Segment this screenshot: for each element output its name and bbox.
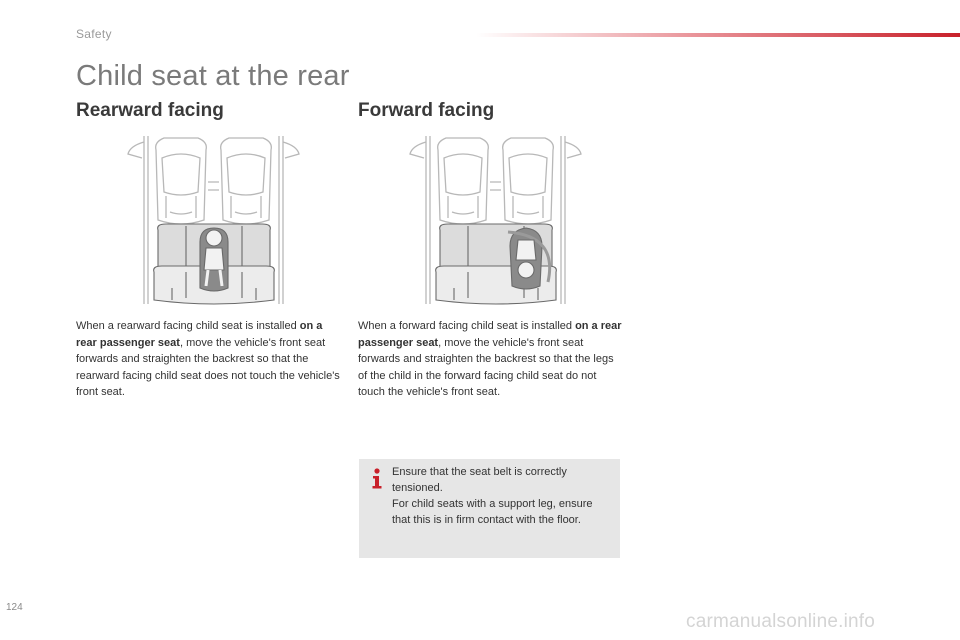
note-line-support-leg: For child seats with a support leg, ensure that this is in firm contact with the floor.	[392, 498, 593, 526]
watermark: carmanualsonline.info	[686, 611, 876, 632]
forward-text-suffix: , move the vehicle's front seat forwards and straighten the backrest so that the legs of the child in the forward facing child seat do not touch the vehicle's front seat.	[358, 336, 614, 398]
forward-facing-description	[358, 318, 624, 401]
header-accent-bar	[476, 33, 960, 37]
rearward-text-bold: on a rear passenger seat	[76, 320, 323, 349]
rearward-text-suffix: , move the vehicle's front seat forwards and straighten the backrest so that the rearward facing child seat does not touch the vehicle's front seat.	[76, 336, 340, 398]
heading-rearward-facing: Rearward facing	[76, 100, 224, 121]
forward-text-prefix: When a forward facing child seat is installed	[358, 320, 576, 332]
info-icon	[369, 467, 385, 489]
info-note-box	[359, 459, 620, 558]
section-label: Safety	[76, 27, 112, 41]
car-top-view-rear-facing-child-seat-icon	[126, 132, 301, 312]
car-top-view-forward-facing-child-seat-icon	[408, 132, 583, 312]
page-title: Child seat at the rear	[76, 60, 350, 92]
rearward-text-prefix: When a rearward facing child seat is installed	[76, 320, 300, 332]
rearward-facing-description	[76, 318, 342, 401]
note-text	[392, 464, 607, 528]
forward-text-bold: on a rear passenger seat	[358, 320, 622, 349]
heading-forward-facing: Forward facing	[358, 100, 495, 121]
note-line-seatbelt: Ensure that the seat belt is correctly tensioned.	[392, 466, 567, 494]
page-number: 124	[6, 602, 23, 613]
